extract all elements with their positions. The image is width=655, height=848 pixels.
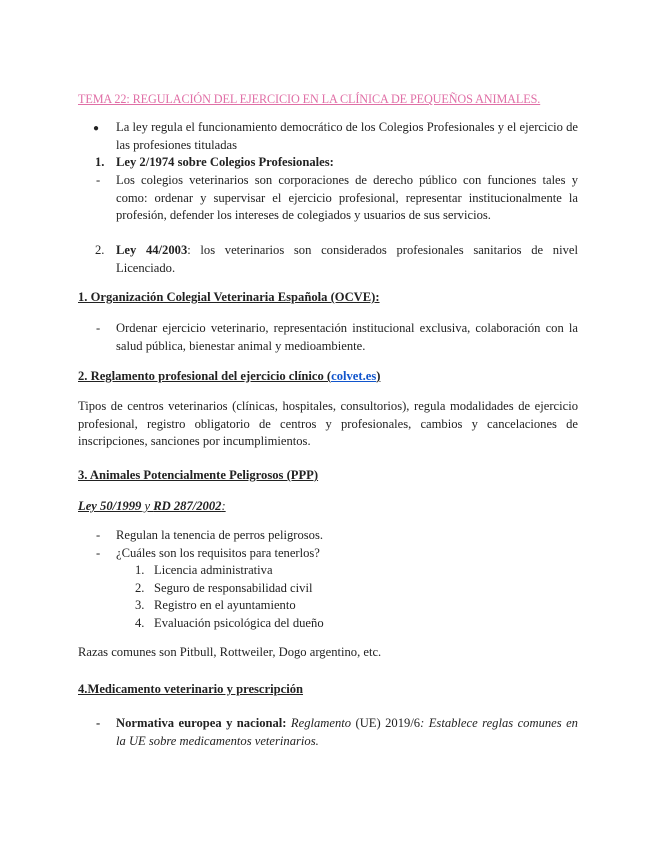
section-1-heading: 1. Organización Colegial Veterinaria Española (OCVE): xyxy=(78,290,380,304)
section-2-heading xyxy=(78,368,380,386)
law-50-1999: Ley 50/1999 xyxy=(78,499,142,513)
requirement-number: 2. xyxy=(135,581,145,595)
colegios-description: Los colegios veterinarios son corporaciones de derecho público con funciones tales y como: ordenar y supervisar el ejercicio profesional, representar institucionalmente la profesión, defender los intereses de colegiados y usuarios de sus servicios. xyxy=(116,173,578,222)
ppp-item-requirements: ¿Cuáles son los requisitos para tenerlos? xyxy=(116,546,320,560)
law-44-2003-text: : los veterinarios son considerados profesionales sanitarios de nivel Licenciado. xyxy=(116,243,578,275)
dash-marker: - xyxy=(96,716,101,730)
law-44-2003-label: Ley 44/2003 xyxy=(116,243,188,257)
ocve-functions: Ordenar ejercicio veterinario, representación institucional exclusiva, colaboración con la salud pública, bienestar animal y medioambiente. xyxy=(116,321,578,353)
bullet-marker: ● xyxy=(93,123,100,134)
normativa-label: Normativa europea y nacional: xyxy=(116,716,287,730)
colvet-link[interactable]: colvet.es xyxy=(331,369,377,383)
list-number: 1. xyxy=(95,155,105,169)
normativa-item xyxy=(116,715,578,750)
dash-marker: - xyxy=(96,173,101,187)
section-3-heading: 3. Animales Potencialmente Peligrosos (PPP) xyxy=(78,468,319,482)
requirement-number: 3. xyxy=(135,598,145,612)
page-title: TEMA 22: REGULACIÓN DEL EJERCICIO EN LA CLÍNICA DE PEQUEÑOS ANIMALES. xyxy=(78,92,541,106)
law-2-1974-label: Ley 2/1974 sobre Colegios Profesionales: xyxy=(116,155,334,169)
list-number: 2. xyxy=(95,243,105,257)
dash-marker: - xyxy=(96,321,101,335)
section-2-heading-text: 2. Reglamento profesional del ejercicio clínico ( xyxy=(78,369,332,383)
rd-287-2002: RD 287/2002 xyxy=(153,499,222,513)
reglamento-word: Reglamento xyxy=(286,716,352,730)
breeds-text: Razas comunes son Pitbull, Rottweiler, Dogo argentino, etc. xyxy=(78,645,382,659)
ppp-item-regulation: Regulan la tenencia de perros peligrosos. xyxy=(116,528,324,542)
dash-marker: - xyxy=(96,546,101,560)
section-4-heading: 4.Medicamento veterinario y prescripción xyxy=(78,682,304,696)
section-2-heading-close: ) xyxy=(376,369,381,383)
requirement-item: Licencia administrativa xyxy=(154,563,273,577)
requirement-item: Registro en el ayuntamiento xyxy=(154,598,296,612)
reglamento-number: (UE) 2019/6 xyxy=(351,716,421,730)
ppp-laws xyxy=(78,498,226,516)
requirement-number: 4. xyxy=(135,616,145,630)
reglamento-description: : Establece reglas comunes en la UE sobre medicamentos veterinarios. xyxy=(116,716,578,748)
requirement-item: Seguro de responsabilidad civil xyxy=(154,581,313,595)
requirement-number: 1. xyxy=(135,563,145,577)
intro-bullet-text: La ley regula el funcionamiento democrático de los Colegios Profesionales y el ejercicio de las profesiones tituladas xyxy=(116,120,578,152)
dash-marker: - xyxy=(96,528,101,542)
law-44-2003-item xyxy=(116,242,578,277)
requirement-item: Evaluación psicológica del dueño xyxy=(154,616,324,630)
centros-description: Tipos de centros veterinarios (clínicas, hospitales, consultorios), regula modalidades de ejercicio profesional, registro obligatorio de centros y profesionales, cambios y cancelaciones de inscripciones, sanciones por incumplimientos. xyxy=(78,399,578,448)
law-conjunction: y xyxy=(141,499,154,513)
law-colon: : xyxy=(221,499,226,513)
